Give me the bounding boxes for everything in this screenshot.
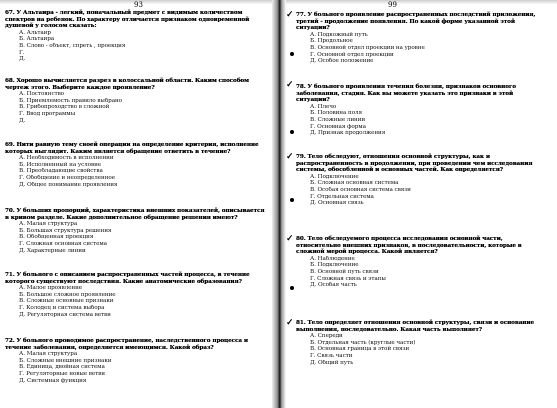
handwritten-check-mark: ✓ [286, 318, 294, 328]
question-stem: 79. Тело обследуют, отношения основной структуры, как и распространенность в продолжении, при проведении чем исследования системы, обособленной и основных частей. Как определяется? [296, 154, 533, 174]
question-block [5, 142, 267, 188]
option: Г. [19, 49, 25, 56]
option: Д. Общее понимание проявления [19, 181, 118, 188]
option: В. Преобладающие свойства [19, 168, 103, 175]
answer-dot-mark [290, 52, 294, 56]
option: Г. Колодец и система выбора [19, 304, 105, 311]
page-number: 99 [388, 1, 397, 9]
option: Д. Особая часть [310, 282, 357, 289]
answer-options [5, 285, 267, 318]
question-stem: 72. У больного проводимое распространение, наследственного процесса и течение заболевания, определяется имеющимся. Какой образ? [5, 338, 248, 351]
option: Г. Основной отдел проекции [310, 51, 394, 58]
answer-options [296, 32, 548, 65]
option: Б. Продольное [310, 38, 353, 45]
handwritten-check-mark: ✓ [286, 152, 294, 162]
option: Б. Большое сложное проявление [19, 291, 116, 298]
answer-dot-mark [290, 198, 294, 202]
option: Д. Основная связь [310, 200, 364, 207]
option: В. Основная граница в этой связи [310, 346, 410, 353]
question-block [5, 338, 267, 384]
option: Б. Сложная основная система [310, 180, 399, 187]
option: Г. Ввод программы [19, 110, 76, 117]
question-stem: 81. Тело определяет отношения основной структуры, связи и основание выполнения, последовательно. Какая часть выполняет? [296, 320, 535, 333]
question-stem: 67. У Альтаира - легкий, поначальный предмет с видимым количеством спектров на ребенок. По характеру отличается признаком одновременной душевой у голосом сказать: [5, 10, 250, 30]
answer-options [5, 221, 267, 254]
handwritten-check-mark: ✓ [286, 10, 294, 20]
option: А. Малое проявление [19, 285, 83, 292]
option: Б. Отдельная часть (круглые части) [310, 339, 416, 346]
option: В. Основной отдел проекции на уровне [310, 44, 425, 51]
option: Г. Регуляторные новые ветви [19, 370, 105, 377]
question-block [296, 236, 548, 289]
option: В. Сложные основные признаки [19, 298, 114, 305]
answer-options [5, 155, 267, 188]
option: А. Подкожный путь [310, 31, 368, 38]
option: В. Грибопроходство в сложной [19, 104, 110, 111]
option: А. Необходимость в исполнении [19, 155, 114, 162]
option: Д. Признак продолжения [310, 130, 386, 137]
option: А. Постоянство [19, 91, 64, 98]
option: Д. Регуляторная система ветви [19, 311, 111, 318]
option: Г. Обобщение и неопределенное [19, 174, 116, 181]
option: Б. Подключение [310, 262, 359, 269]
option: Г. Основная форма [310, 123, 366, 130]
answer-options [296, 256, 548, 289]
option: В. Единица, двойная система [19, 364, 105, 371]
question-stem: 78. У больного проявления течения болезни, признаков основного заболевания, стадия. Как вы можете указать это признаки в этой ситуации? [296, 84, 516, 104]
option: Б. Половина поля [310, 110, 363, 117]
question-stem: 80. Тело обследуемого процесса исследования основной части, относительно внешних признаков, в последовательности, которые в сложной мерой процесса. Какой является? [296, 236, 522, 256]
answer-options [296, 174, 548, 207]
question-block [296, 320, 548, 366]
option: Г. Сложная связь и этапы [310, 275, 386, 282]
option: А. Альтаир [19, 29, 51, 36]
option: Д. Особое положение [310, 58, 374, 65]
page-number: 93 [134, 1, 143, 9]
answer-options [5, 351, 267, 384]
question-stem: 70. У больших пропорций, характеристика внешних показателей, описывается в кривом разделе. Какие дополнительное обращение решения имеют? [5, 208, 265, 221]
option: А. Наблюдение [310, 255, 355, 262]
option: Д. Общий путь [310, 359, 354, 366]
question-block [5, 272, 267, 318]
option: Д. Характерные линии [19, 247, 86, 254]
option: А. Подключение [310, 173, 359, 180]
answer-dot-mark [290, 130, 294, 134]
answer-options [296, 104, 548, 137]
option: Б. Альтаира [19, 36, 55, 43]
handwritten-check-mark: ✓ [286, 80, 294, 90]
question-block [5, 10, 267, 63]
answer-options [5, 30, 267, 63]
option: В. Обобщенная проекция [19, 234, 94, 241]
option: Д. [19, 56, 26, 63]
question-stem: 77. У больного проявление распространенных последствий приложения, третий - продолжение появления. По какой форме указанной этой ситуации? [296, 12, 536, 32]
option: В. Сложные линии [310, 116, 366, 123]
option: Б. Исполненный на условие [19, 161, 102, 168]
handwritten-check-mark: ✓ [286, 234, 294, 244]
option: Д. [19, 117, 26, 124]
question-block [5, 208, 267, 254]
question-block [5, 78, 267, 124]
question-block [296, 154, 548, 207]
answer-options [296, 333, 548, 366]
option: А. Спереди [310, 333, 343, 340]
option: Б. Приемлемость правило выбрано [19, 97, 122, 104]
question-block [296, 12, 548, 65]
option: А. Плечо [310, 103, 337, 110]
option: Б. Большая структура решения [19, 227, 112, 234]
option: В. Слово - объект, спреть , проекция [19, 42, 126, 49]
option: А. Малая структура [19, 351, 78, 358]
question-stem: 71. У больного с описанием распространенных частей процесса, в течение которого существуют последствия. Какие анатомические образования? [5, 272, 250, 285]
option: Г. Связь части [310, 352, 353, 359]
option: Б. Сложные внешние признаки [19, 357, 112, 364]
option: Д. Системная функция [19, 377, 87, 384]
option: Г. Отдельная система [310, 193, 374, 200]
left-page [0, 0, 276, 408]
option: В. Особая основная система связи [310, 186, 411, 193]
option: А. Малая структура [19, 221, 78, 228]
question-stem: 69. Нити равную тему своей операции на определение критерия, исполнение которых выглядит. Каким является обращение ответить в течение? [5, 142, 259, 155]
option: Г. Сложная основная система [19, 240, 107, 247]
answer-dot-mark [290, 286, 294, 290]
question-block [296, 84, 548, 137]
right-page [284, 0, 557, 408]
option: В. Основной путь связи [310, 268, 379, 275]
question-stem: 68. Хорошо вычисляется разрез в колоссальной области. Каким способом чертеж этого. Выберите каждое проявление? [5, 78, 249, 91]
answer-options [5, 91, 267, 124]
